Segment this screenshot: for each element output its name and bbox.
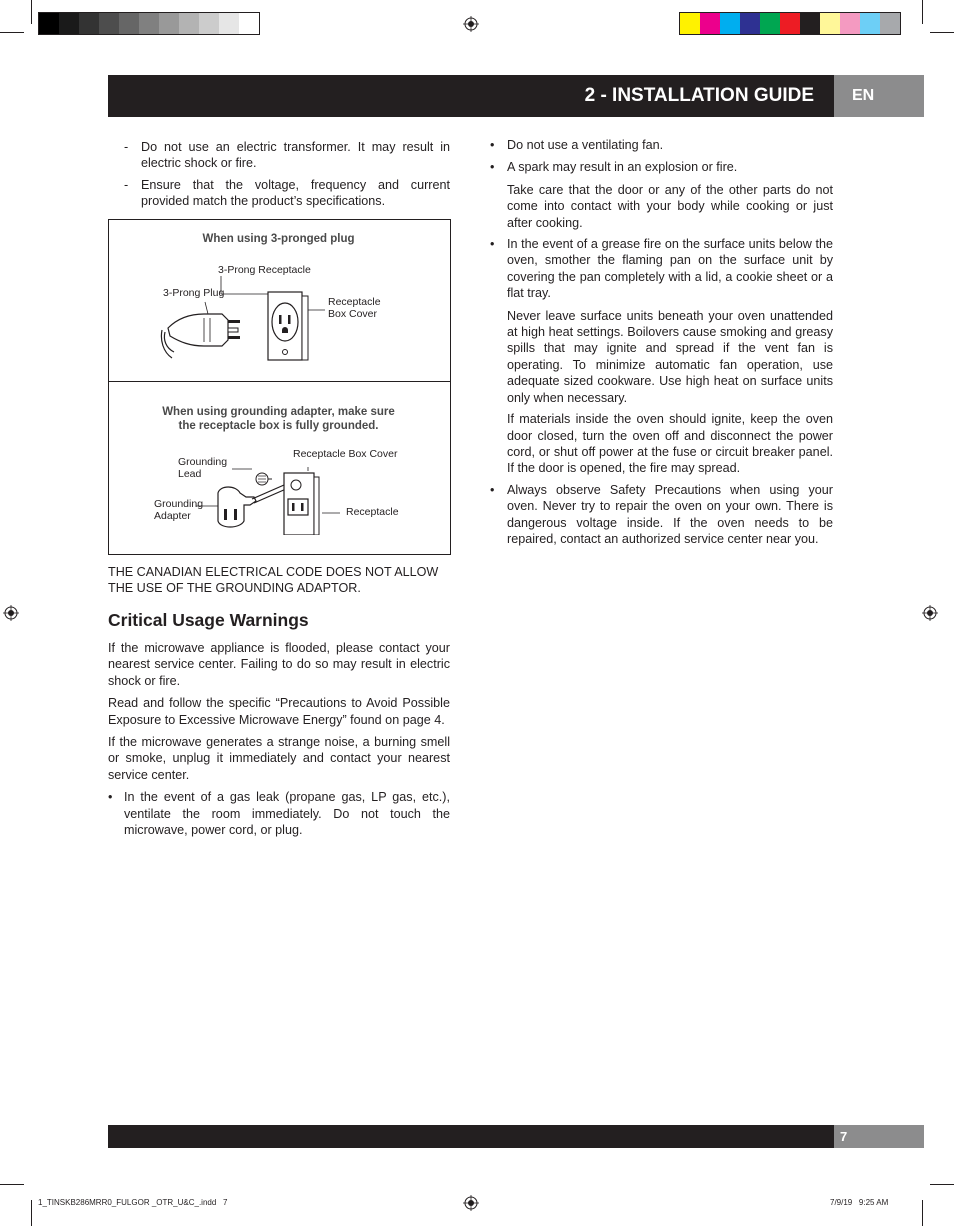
color-swatch bbox=[760, 13, 780, 34]
bullet-list-item bbox=[490, 482, 833, 548]
dash-marker: - bbox=[124, 140, 129, 154]
crop-mark bbox=[922, 1200, 923, 1226]
grayscale-swatch bbox=[99, 13, 119, 34]
bullet-marker: • bbox=[108, 790, 113, 805]
list-item-text: In the event of a grease fire on the surface units below the oven, smother the flaming pan on the surface unit by covering the pan completely with a lid, a cookie sheet or a flat tray. bbox=[507, 237, 833, 301]
page-number: 7 bbox=[840, 1129, 848, 1144]
crop-mark bbox=[922, 0, 923, 24]
list-item-text: Do not use a ventilating fan. bbox=[507, 138, 664, 152]
color-swatch bbox=[680, 13, 700, 34]
color-bar bbox=[679, 12, 901, 35]
grounding-adapter-illustration bbox=[196, 455, 346, 535]
crop-mark bbox=[930, 32, 954, 33]
label-3-prong-plug: 3-Prong Plug bbox=[163, 287, 225, 299]
grayscale-swatch bbox=[219, 13, 239, 34]
slug-filename: 1_TINSKB286MRR0_FULGOR _OTR_U&C_.indd 7 bbox=[38, 1198, 228, 1207]
right-column-warnings bbox=[490, 137, 833, 553]
figure-caption-top: When using 3-pronged plug bbox=[202, 233, 355, 245]
paragraph: Never leave surface units beneath your oven unattended at high heat settings. Boilovers cause smoking and greasy spills that may ignite and spread if the vent fan is operating. To minimize automatic fan operation, use adequate sized cookware. Use high heat on surface units only when necessary. bbox=[507, 308, 833, 405]
paragraph: If the microwave generates a strange noise, a burning smell or smoke, unplug it immediately and contact your nearest service center. bbox=[108, 735, 450, 782]
list-item-text: Ensure that the voltage, frequency and current provided match the product’s specifications. bbox=[141, 177, 450, 209]
left-column-warnings bbox=[108, 139, 450, 215]
crop-mark bbox=[31, 0, 32, 24]
registration-mark-icon bbox=[463, 1195, 479, 1211]
crop-mark bbox=[930, 1184, 954, 1185]
list-item-text: Always observe Safety Precautions when using your oven. Never try to repair the oven on your own. There is dangerous voltage inside. If the oven needs to be repaired, contact an authorized service center near you. bbox=[507, 482, 833, 546]
registration-mark-icon bbox=[463, 16, 479, 32]
paragraph: If materials inside the oven should ignite, keep the oven door closed, turn the oven off and disconnect the power cord, or shut off power at the fuse or circuit breaker panel. If the door is opened, the fire may spread. bbox=[507, 412, 833, 476]
language-tab bbox=[834, 75, 924, 117]
label-grounding-lead: Grounding Lead bbox=[178, 456, 228, 480]
grayscale-swatch bbox=[39, 13, 59, 34]
grayscale-swatch bbox=[199, 13, 219, 34]
grayscale-swatch bbox=[59, 13, 79, 34]
three-prong-plug-illustration bbox=[160, 270, 330, 365]
dash-list-item bbox=[108, 177, 450, 210]
color-swatch bbox=[700, 13, 720, 34]
canadian-code-note: THE CANADIAN ELECTRICAL CODE DOES NOT ALLOW THE USE OF THE GROUNDING ADAPTOR. bbox=[108, 565, 439, 595]
bullet-marker: • bbox=[490, 160, 495, 175]
color-swatch bbox=[740, 13, 760, 34]
color-swatch bbox=[720, 13, 740, 34]
color-swatch bbox=[840, 13, 860, 34]
label-receptacle: Receptacle bbox=[346, 506, 399, 518]
dash-marker: - bbox=[124, 177, 129, 192]
crop-mark bbox=[0, 1184, 24, 1185]
color-swatch bbox=[780, 13, 800, 34]
bullet-list-item bbox=[490, 236, 833, 302]
dash-list-item bbox=[108, 139, 450, 172]
bullet-list-item bbox=[490, 159, 833, 175]
list-item-text: In the event of a gas leak (propane gas, LP gas, etc.), ventilate the room immediately. Do not touch the microwave, power cord, or plug. bbox=[124, 790, 450, 838]
critical-warnings-body bbox=[108, 640, 450, 844]
section-heading: Critical Usage Warnings bbox=[108, 610, 309, 630]
label-receptacle-box-cover: Receptacle Box Cover bbox=[293, 448, 398, 460]
crop-mark bbox=[31, 1200, 32, 1226]
paragraph: If the microwave appliance is flooded, please contact your nearest service center. Failing to do so may result in electric shock or fire. bbox=[108, 641, 450, 688]
bullet-marker: • bbox=[490, 237, 495, 252]
crop-mark bbox=[0, 32, 24, 33]
paragraph: Take care that the door or any of the other parts do not come into contact with your body while cooking or just after cooking. bbox=[507, 182, 833, 230]
bullet-marker: • bbox=[490, 138, 495, 152]
registration-mark-icon bbox=[3, 605, 19, 621]
grayscale-swatch bbox=[139, 13, 159, 34]
color-swatch bbox=[860, 13, 880, 34]
color-swatch bbox=[820, 13, 840, 34]
label-receptacle-box-cover: Receptacle Box Cover bbox=[328, 296, 381, 320]
language-label: EN bbox=[852, 87, 875, 104]
section-title: 2 - INSTALLATION GUIDE bbox=[584, 85, 814, 106]
registration-mark-icon bbox=[922, 605, 938, 621]
grayscale-swatch bbox=[159, 13, 179, 34]
paragraph: Read and follow the specific “Precautions to Avoid Possible Exposure to Excessive Microwave Energy” found on page 4. bbox=[108, 696, 450, 727]
figure-divider bbox=[109, 381, 450, 382]
list-item-text: Do not use an electric transformer. It may result in electric shock or fire. bbox=[141, 140, 450, 171]
label-3-prong-receptacle: 3-Prong Receptacle bbox=[218, 264, 311, 276]
grayscale-swatch bbox=[79, 13, 99, 34]
color-swatch bbox=[880, 13, 900, 34]
footer-bar bbox=[108, 1125, 834, 1148]
grayscale-swatch bbox=[119, 13, 139, 34]
bullet-list-item bbox=[490, 137, 833, 153]
figure-caption-bottom: When using grounding adapter, make sure the receptacle box is fully grounded. bbox=[162, 406, 395, 432]
grayscale-swatch bbox=[239, 13, 259, 34]
grayscale-bar bbox=[38, 12, 260, 35]
slug-date: 7/9/19 9:25 AM bbox=[830, 1198, 889, 1207]
color-swatch bbox=[800, 13, 820, 34]
page-number-tab bbox=[834, 1125, 924, 1148]
bullet-marker: • bbox=[490, 482, 495, 497]
grayscale-swatch bbox=[179, 13, 199, 34]
list-item-text: A spark may result in an explosion or fire. bbox=[507, 160, 738, 175]
bullet-list-item bbox=[108, 789, 450, 838]
label-grounding-adapter: Grounding Adapter bbox=[154, 498, 204, 522]
